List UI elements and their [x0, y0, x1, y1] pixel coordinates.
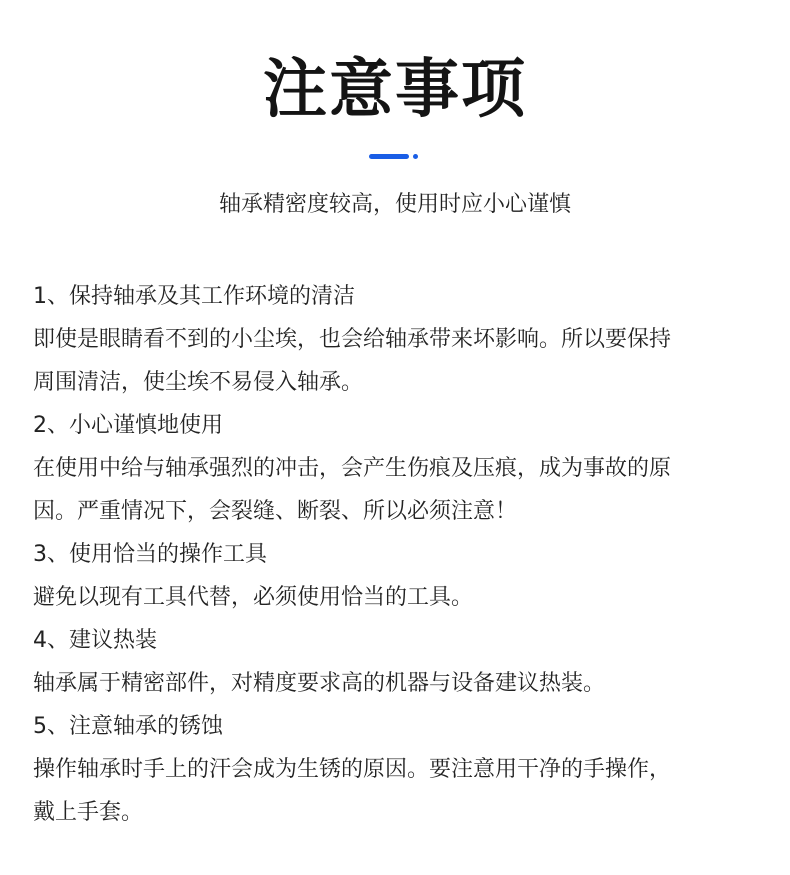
section-heading-corrosion: 5、注意轴承的锈蚀	[33, 714, 223, 739]
body-text-line: 即使是眼睛看不到的小尘埃，也会给轴承带来坏影响。所以要保持	[33, 327, 672, 352]
section-heading-tools: 3、使用恰当的操作工具	[33, 542, 267, 567]
section-heading-careful-use: 2、小心谨慎地使用	[33, 413, 223, 438]
body-text-line: 避免以现有工具代替，必须使用恰当的工具。	[33, 585, 474, 610]
body-text-line: 轴承属于精密部件，对精度要求高的机器与设备建议热装。	[33, 671, 606, 696]
page-title: 注意事项	[263, 53, 527, 127]
body-text-line: 操作轴承时手上的汗会成为生锈的原因。要注意用干净的手操作，	[33, 757, 672, 782]
divider-dot	[413, 154, 418, 159]
section-heading-hot-mounting: 4、建议热装	[33, 628, 157, 653]
body-text-line: 戴上手套。	[33, 800, 144, 825]
notice-content	[33, 275, 763, 834]
title-divider	[369, 154, 418, 159]
section-heading-cleanliness: 1、保持轴承及其工作环境的清洁	[33, 284, 355, 309]
body-text-line: 在使用中给与轴承强烈的冲击，会产生伤痕及压痕，成为事故的原	[33, 456, 672, 481]
page-subtitle: 轴承精密度较高，使用时应小心谨慎	[218, 192, 571, 217]
body-text-line: 周围清洁，使尘埃不易侵入轴承。	[33, 370, 364, 395]
divider-bar	[369, 154, 409, 159]
body-text-line: 因。严重情况下，会裂缝、断裂、所以必须注意！	[33, 499, 518, 524]
